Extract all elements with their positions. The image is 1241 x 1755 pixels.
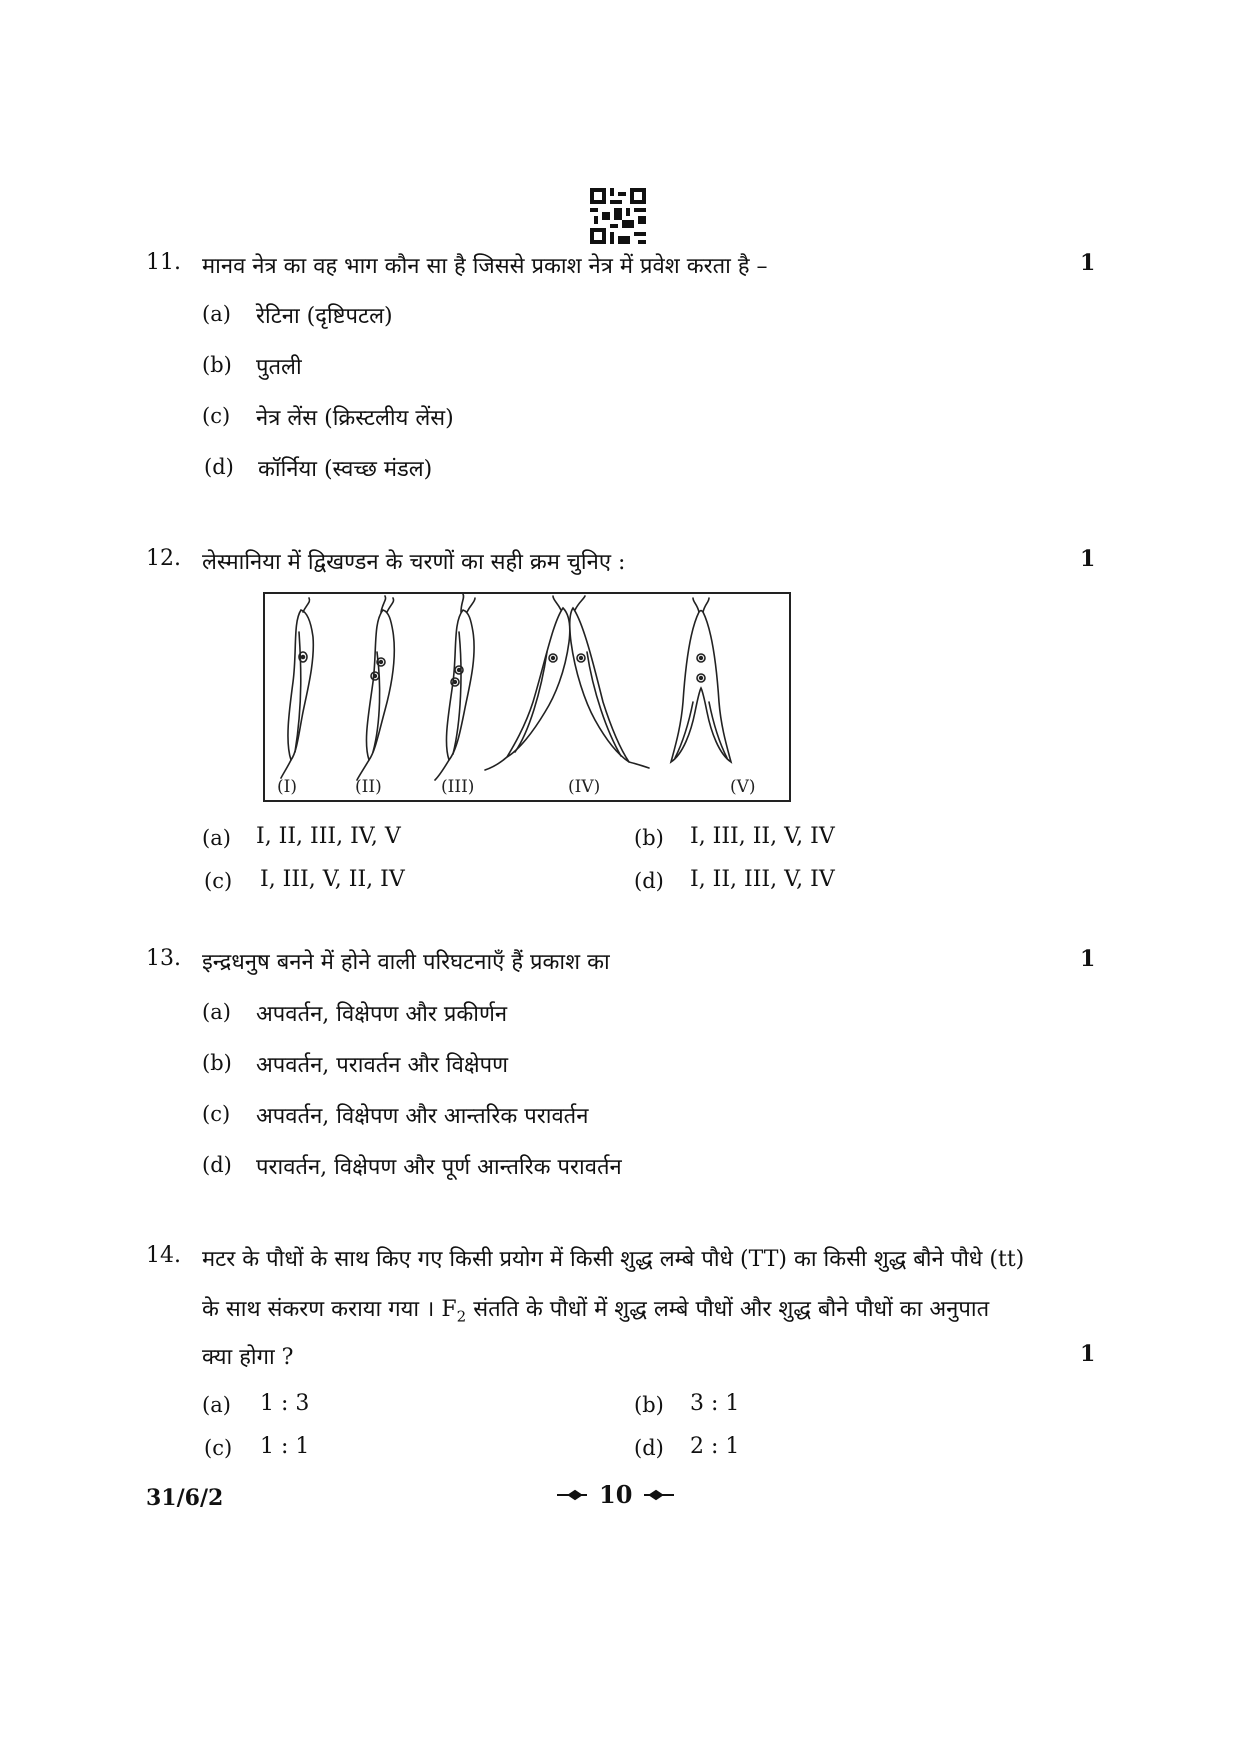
q12-option-d-label: (d) [634, 869, 664, 893]
question-12-number: 12. [146, 546, 181, 571]
question-13-number: 13. [146, 946, 181, 971]
question-12-marks: 1 [1080, 546, 1096, 572]
question-14-number: 14. [146, 1243, 181, 1268]
q12-option-a-label: (a) [202, 826, 231, 850]
q14-option-d-label: (d) [634, 1436, 664, 1460]
page-number: 10 [599, 1480, 633, 1509]
q13-option-b-text: अपवर्तन, परावर्तन और विक्षेपण [256, 1053, 509, 1078]
q12-option-b-label: (b) [634, 826, 664, 850]
q14-option-d-text: 2 : 1 [690, 1434, 740, 1459]
q13-option-c-text: अपवर्तन, विक्षेपण और आन्तरिक परावर्तन [256, 1104, 589, 1129]
q12-option-b-text: I, III, II, V, IV [690, 824, 835, 849]
page-number-block [555, 1480, 676, 1509]
q13-option-a-label: (a) [202, 1000, 231, 1024]
q12-option-d-text: I, II, III, V, IV [690, 867, 835, 892]
q11-option-d-label: (d) [204, 455, 234, 479]
question-11-number: 11. [146, 250, 181, 275]
q11-option-a-text: रेटिना (दृष्टिपटल) [256, 304, 393, 329]
q14-option-a-label: (a) [202, 1393, 231, 1417]
q13-option-d-label: (d) [202, 1153, 232, 1177]
left-ornament-icon [555, 1489, 589, 1501]
question-14-text-line2: के साथ संकरण कराया गया । $F_2$ संतति के पौधों में शुद्ध लम्बे पौधों और शुद्ध बौने पौधों का अनुपात [202, 1297, 990, 1326]
stage-II-label: (II) [355, 777, 382, 797]
q14-option-c-label: (c) [204, 1436, 233, 1460]
q13-option-d-text: परावर्तन, विक्षेपण और पूर्ण आन्तरिक परावर्तन [256, 1155, 622, 1180]
question-14-text-line3: क्या होगा ? [202, 1345, 294, 1370]
question-11-marks: 1 [1080, 250, 1096, 276]
question-13-text: इन्द्रधनुष बनने में होने वाली परिघटनाएँ हैं प्रकाश का [202, 950, 610, 975]
question-13-marks: 1 [1080, 946, 1096, 972]
qr-code [590, 188, 646, 244]
q11-option-d-text: कॉर्निया (स्वच्छ मंडल) [258, 457, 433, 482]
q13-option-c-label: (c) [202, 1102, 231, 1126]
question-12-text: लेस्मानिया में द्विखण्डन के चरणों का सही क्रम चुनिए : [202, 550, 626, 575]
question-14-marks: 1 [1080, 1341, 1096, 1367]
question-11-text: मानव नेत्र का वह भाग कौन सा है जिससे प्रकाश नेत्र में प्रवेश करता है – [202, 254, 768, 279]
q14-option-b-text: 3 : 1 [690, 1391, 740, 1416]
q13-option-b-label: (b) [202, 1051, 232, 1075]
q11-option-b-text: पुतली [256, 355, 302, 380]
q14-option-c-text: 1 : 1 [260, 1434, 310, 1459]
right-ornament-icon [642, 1489, 676, 1501]
q11-option-a-label: (a) [202, 302, 231, 326]
question-14-text-line1: मटर के पौधों के साथ किए गए किसी प्रयोग में किसी शुद्ध लम्बे पौधे (TT) का किसी शुद्ध बौने पौधे (tt) [202, 1247, 1025, 1272]
q14-option-b-label: (b) [634, 1393, 664, 1417]
q12-option-c-label: (c) [204, 869, 233, 893]
q13-option-a-text: अपवर्तन, विक्षेपण और प्रकीर्णन [256, 1002, 508, 1027]
paper-code: 31/6/2 [146, 1485, 224, 1511]
stage-I-label: (I) [277, 777, 297, 797]
q11-option-b-label: (b) [202, 353, 232, 377]
leishmania-fission-figure [263, 592, 791, 802]
q14-option-a-text: 1 : 3 [260, 1391, 310, 1416]
q12-option-c-text: I, III, V, II, IV [260, 867, 405, 892]
q11-option-c-label: (c) [202, 404, 231, 428]
stage-III-label: (III) [441, 777, 475, 797]
stage-V-label: (V) [730, 777, 756, 797]
q12-option-a-text: I, II, III, IV, V [256, 824, 401, 849]
q11-option-c-text: नेत्र लेंस (क्रिस्टलीय लेंस) [256, 406, 454, 431]
stage-IV-label: (IV) [568, 777, 601, 797]
